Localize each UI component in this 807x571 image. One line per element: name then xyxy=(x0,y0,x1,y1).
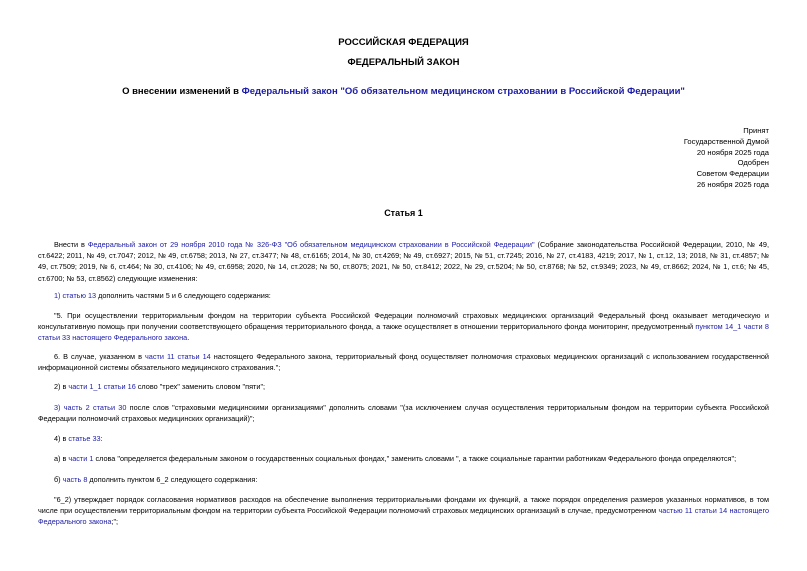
text-run: Внести в xyxy=(54,240,88,249)
approved-by: Советом Федерации xyxy=(696,169,769,179)
text-run: : xyxy=(100,434,103,443)
law-type-heading: ФЕДЕРАЛЬНЫЙ ЗАКОН xyxy=(347,57,460,68)
text-run: слова "определяется федеральным законом о государственных социальных фондах," заменить словами ", а также социальные гарантии работникам Федерального фонда определяются"; xyxy=(93,454,737,463)
text-run: ;"; xyxy=(111,517,119,527)
text-run: 6. В случае, указанном в xyxy=(54,352,145,361)
text-run: (Собрание законодательства Российской Федерации, 2010, № 49, ст.6422; 2011, № 49, ст.7047; 2012, № 49, ст.6758; 2013, № 27, ст.3477; № 48, ст.6165; 2014, № 30, ст.4269; № 49, ст.6927; 2015, № 51, ст.7245; 2016, № 27, ст.4183, 4219; 2017, № 1, ст.12, 13; 2018, № 31, ст.4857; № 49, ст.7509; 2019, № 6, ст.464; № 30, ст.4106; № 49, ст.6958; 2020, № 14, ст.2028; № 50, ст.8075; 2021, № 50, ст.8412; 2022, № 29, ст.5204; № 50, ст.8768; № 52, ст.9349; 2023, № 49, ст.8662; 2024, № 1, ст.6; № 45, ст.6700; № 53, ст.8562) следующие изменения: xyxy=(38,240,769,283)
text-run: после слов "страховыми медицинскими организациями" дополнить словами "(за исключением случая осуществления территориальным фондом на территории субъекта Российской Федерации полномочий страховых медицинских организаций)"; xyxy=(38,403,769,424)
part-1-1-article-16-link[interactable]: части 1_1 статьи 16 xyxy=(68,382,136,391)
approved-label: Одобрен xyxy=(737,158,769,168)
adopted-label: Принят xyxy=(743,126,769,135)
paragraph-item-4 xyxy=(38,433,769,444)
adoption-block xyxy=(684,126,769,191)
adopted-by: Государственной Думой xyxy=(683,136,769,146)
text-run: "5. При осуществлении территориальным фондом на территории субъекта Российской Федерации полномочий страховых медицинских организаций Федеральный фонд оказывает методическую и консультативную помощь при получении соответствующего обращения территориального фонда, а также осуществляет в отношении территориального фонда мониторинг, предусмотренный xyxy=(38,311,769,332)
part-2-article-30-link[interactable]: 3) часть 2 статьи 30 xyxy=(54,403,127,412)
article-33-link[interactable]: статье 33 xyxy=(68,434,101,443)
law-reference-link[interactable]: Федеральный закон от 29 ноября 2010 года № 326-ФЗ "Об обязательном медицинском страховании в Российской Федерации" xyxy=(87,240,535,249)
paragraph-point-6-2 xyxy=(38,494,769,528)
paragraph-item-2 xyxy=(38,381,769,392)
part-8-link[interactable]: часть 8 xyxy=(62,475,88,484)
paragraph-part-5 xyxy=(38,310,769,344)
text-run: дополнить частями 5 и 6 следующего содержания: xyxy=(96,291,271,300)
part-1-link[interactable]: части 1 xyxy=(68,454,94,463)
point-14-1-link[interactable]: пунктом 14_1 части 8 статьи 33 настоящего Федерального закона xyxy=(38,322,769,343)
text-run: а) в xyxy=(54,454,69,463)
paragraph-item-3 xyxy=(38,402,769,424)
paragraph-intro xyxy=(38,239,769,284)
title-law-link[interactable]: Федеральный закон "Об обязательном медицинском страховании в Российской Федерации" xyxy=(241,86,685,97)
part-11-article-14-link[interactable]: части 11 статьи 14 xyxy=(145,352,211,361)
text-run: . xyxy=(187,333,190,343)
article-heading: Статья 1 xyxy=(384,208,423,218)
part-11-article-14-link-2[interactable]: частью 11 статьи 14 настоящего Федерального закона xyxy=(38,506,770,527)
approved-date: 26 ноября 2025 года xyxy=(696,179,769,189)
article-13-link[interactable]: 1) статью 13 xyxy=(54,291,97,300)
document-title xyxy=(0,86,807,97)
title-prefix: О внесении изменений в xyxy=(122,86,242,97)
text-run: настоящего Федерального закона, территориальный фонд осуществляет полномочия страховых медицинских организаций с использованием государственной информационной системы обязательного медицинского страхования."; xyxy=(38,352,769,373)
text-run: 2) в xyxy=(54,382,69,391)
text-run: б) xyxy=(54,475,63,484)
paragraph-subitem-b xyxy=(38,474,769,485)
text-run: 4) в xyxy=(54,434,69,443)
country-heading: РОССИЙСКАЯ ФЕДЕРАЦИЯ xyxy=(338,37,469,48)
text-run: слово "трех" заменить словом "пяти"; xyxy=(135,382,266,391)
paragraph-subitem-a xyxy=(38,453,769,464)
paragraph-part-6 xyxy=(38,351,769,373)
text-run: "6_2) утверждает порядок согласования нормативов расходов на обеспечение выполнения территориальными фондами их функций, а также порядок определения размеров указанных нормативов, в том числе при осуществлении территориальным фондом на территории субъекта Российской Федерации полномочий страховых медицинских организаций в случае, предусмотренном xyxy=(38,495,769,516)
text-run: дополнить пунктом 6_2 следующего содержания: xyxy=(87,475,258,484)
paragraph-item-1 xyxy=(38,290,769,301)
adopted-date: 20 ноября 2025 года xyxy=(696,147,769,157)
